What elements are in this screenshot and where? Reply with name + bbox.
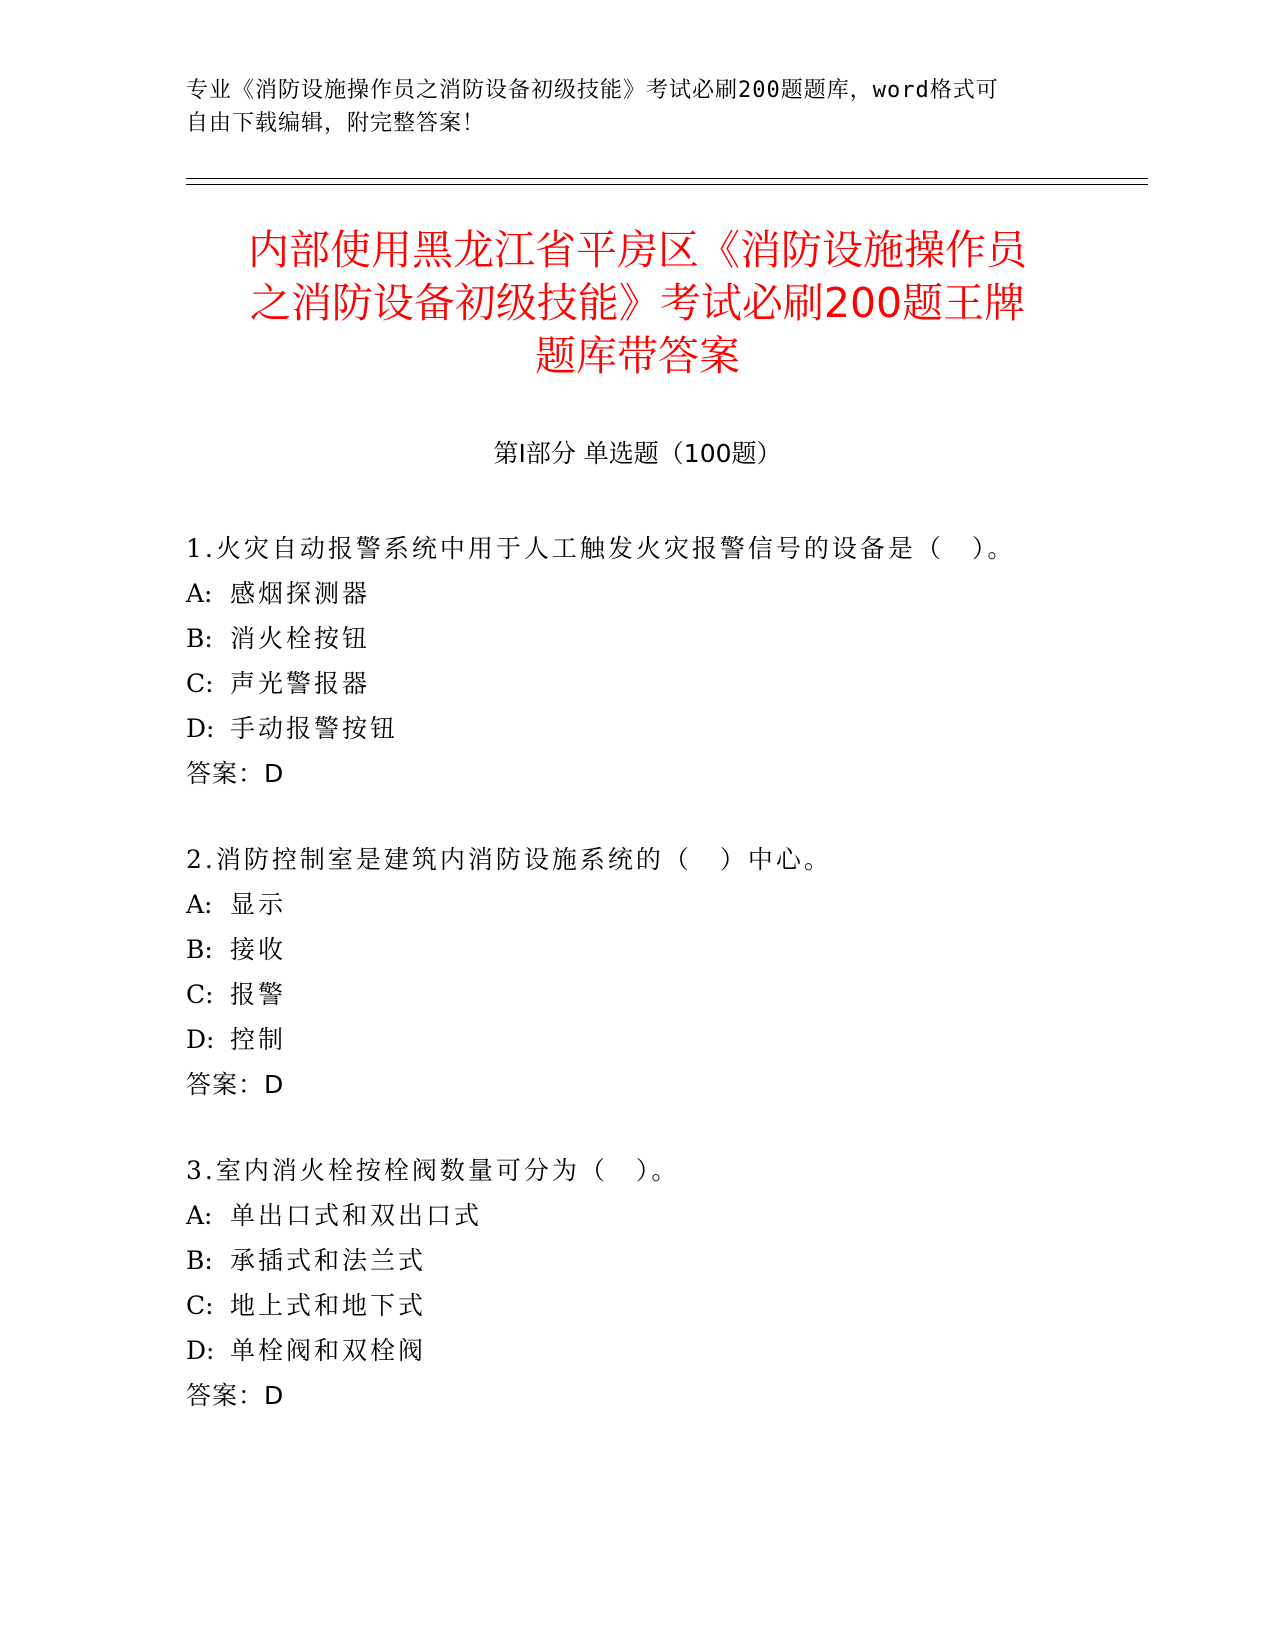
question-stem: 1.火灾自动报警系统中用于人工触发火灾报警信号的设备是（ ）。 bbox=[186, 534, 1016, 563]
question-stem: 3.室内消火栓按栓阀数量可分为（ ）。 bbox=[186, 1156, 680, 1185]
option-key: D: bbox=[186, 1025, 215, 1054]
title-line-2: 之消防设备初级技能》考试必刷200题王牌 bbox=[249, 279, 1026, 327]
option-text: 单出口式和双出口式 bbox=[230, 1201, 483, 1230]
option-text: 手动报警按钮 bbox=[230, 714, 399, 743]
option-text: 显示 bbox=[230, 890, 287, 919]
document-header-note bbox=[186, 74, 1086, 140]
option-key: B: bbox=[186, 1246, 213, 1275]
option-a bbox=[186, 882, 1146, 927]
header-divider-top bbox=[186, 178, 1148, 179]
option-key: B: bbox=[186, 624, 213, 653]
option-text: 接收 bbox=[230, 935, 287, 964]
option-a bbox=[186, 1193, 1146, 1238]
header-note-line-2: 自由下载编辑，附完整答案！ bbox=[186, 111, 486, 136]
title-line-1: 内部使用黑龙江省平房区《消防设施操作员 bbox=[248, 226, 1027, 274]
option-a bbox=[186, 571, 1146, 616]
option-text: 单栓阀和双栓阀 bbox=[230, 1336, 427, 1365]
title-line-3: 题库带答案 bbox=[535, 332, 740, 380]
answer-line: 答案：D bbox=[186, 1070, 285, 1099]
option-key: B: bbox=[186, 935, 213, 964]
option-text: 地上式和地下式 bbox=[230, 1291, 427, 1320]
question-1 bbox=[186, 526, 1146, 796]
question-list bbox=[186, 526, 1146, 1459]
option-key: D: bbox=[186, 1336, 215, 1365]
option-d bbox=[186, 1017, 1146, 1062]
option-text: 声光警报器 bbox=[230, 669, 371, 698]
option-key: A: bbox=[186, 579, 213, 608]
section-heading: 第Ⅰ部分 单选题（100题） bbox=[493, 439, 782, 468]
option-key: C: bbox=[186, 980, 214, 1009]
option-text: 消火栓按钮 bbox=[230, 624, 371, 653]
option-key: C: bbox=[186, 1291, 214, 1320]
option-d bbox=[186, 706, 1146, 751]
option-text: 承插式和法兰式 bbox=[230, 1246, 427, 1275]
option-text: 感烟探测器 bbox=[230, 579, 371, 608]
header-note-line-1: 专业《消防设施操作员之消防设备初级技能》考试必刷200题题库，word格式可 bbox=[186, 78, 999, 103]
option-c bbox=[186, 1283, 1146, 1328]
header-divider-bottom bbox=[186, 184, 1148, 185]
option-key: C: bbox=[186, 669, 214, 698]
answer-line: 答案：D bbox=[186, 759, 285, 788]
option-key: A: bbox=[186, 1201, 213, 1230]
option-b bbox=[186, 616, 1146, 661]
question-stem: 2.消防控制室是建筑内消防设施系统的（ ）中心。 bbox=[186, 845, 832, 874]
option-text: 控制 bbox=[230, 1025, 287, 1054]
option-key: A: bbox=[186, 890, 213, 919]
option-b bbox=[186, 927, 1146, 972]
option-c bbox=[186, 661, 1146, 706]
option-text: 报警 bbox=[230, 980, 287, 1009]
option-b bbox=[186, 1238, 1146, 1283]
question-3 bbox=[186, 1148, 1146, 1418]
option-d bbox=[186, 1328, 1146, 1373]
answer-line: 答案：D bbox=[186, 1381, 285, 1410]
document-title bbox=[150, 224, 1125, 383]
option-key: D: bbox=[186, 714, 215, 743]
option-c bbox=[186, 972, 1146, 1017]
question-2 bbox=[186, 837, 1146, 1107]
